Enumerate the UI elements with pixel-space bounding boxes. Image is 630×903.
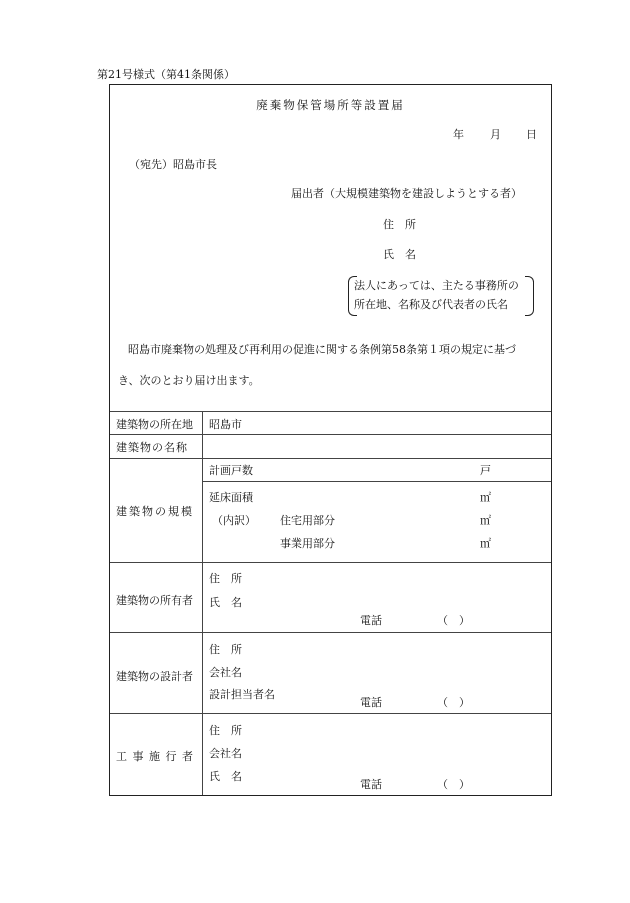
planned-units-unit: 戸: [480, 464, 491, 477]
row-divider: [202, 481, 551, 482]
contractor-label: 工 事 施 行 者: [116, 750, 194, 763]
owner-name-label: 氏 名: [209, 596, 242, 609]
owner-phone-paren: （ ）: [437, 614, 470, 627]
body-text-line2: き、次のとおり届け出ます。: [118, 374, 260, 387]
designer-person-label: 設計担当者名: [209, 688, 275, 701]
contractor-name-label: 氏 名: [209, 770, 242, 783]
owner-phone-label: 電話: [360, 614, 382, 627]
designer-phone-paren: （ ）: [437, 696, 470, 709]
residential-label: 住宅用部分: [280, 514, 335, 527]
contractor-phone-label: 電話: [360, 778, 382, 791]
date-month: 月: [490, 128, 501, 141]
owner-address-label: 住 所: [209, 572, 242, 585]
corp-note-line2: 所在地、名称及び代表者の氏名: [354, 298, 508, 311]
designer-label: 建築物の設計者: [116, 670, 193, 683]
contractor-phone-paren: （ ）: [437, 778, 470, 791]
scale-label: 建築物の規模: [116, 505, 194, 518]
designer-address-label: 住 所: [209, 643, 242, 656]
body-text-line1: 昭島市廃棄物の処理及び再利用の促進に関する条例第58条第１項の規定に基づ: [128, 343, 516, 356]
location-label: 建築物の所在地: [116, 418, 193, 431]
corp-note-line1: 法人にあっては、主たる事務所の: [354, 279, 519, 292]
table-top-border: [110, 411, 551, 412]
row-divider: [110, 632, 551, 633]
business-unit: ㎡: [480, 537, 491, 550]
designer-company-label: 会社名: [209, 666, 242, 679]
business-label: 事業用部分: [280, 537, 335, 550]
notifier-heading: 届出者（大規模建築物を建設しようとする者）: [291, 187, 522, 200]
designer-phone-label: 電話: [360, 696, 382, 709]
row-divider: [110, 434, 551, 435]
notifier-name-label: 氏 名: [383, 248, 416, 261]
contractor-company-label: 会社名: [209, 747, 242, 760]
residential-unit: ㎡: [480, 514, 491, 527]
date-day: 日: [526, 128, 537, 141]
building-name-field[interactable]: [209, 437, 547, 455]
owner-label: 建築物の所有者: [116, 594, 193, 607]
table-label-divider: [202, 411, 203, 795]
row-divider: [110, 562, 551, 563]
row-divider: [110, 458, 551, 459]
floor-area-label: 延床面積: [209, 491, 253, 504]
location-value: 昭島市: [209, 418, 242, 431]
addressee: （宛先）昭島市長: [129, 158, 217, 171]
form-title: 廃棄物保管場所等設置届: [256, 98, 405, 112]
contractor-address-label: 住 所: [209, 724, 242, 737]
planned-units-label: 計画戸数: [209, 464, 253, 477]
breakdown-label: （内訳）: [212, 514, 256, 527]
notifier-address-label: 住 所: [383, 218, 416, 231]
building-name-label: 建築物の名称: [116, 441, 188, 454]
form-number: 第21号様式（第41条関係）: [97, 68, 235, 81]
floor-area-unit: ㎡: [480, 491, 491, 504]
date-year: 年: [453, 128, 464, 141]
row-divider: [110, 713, 551, 714]
corp-note-bracket-right: [525, 276, 534, 316]
notification-form: [109, 84, 552, 796]
